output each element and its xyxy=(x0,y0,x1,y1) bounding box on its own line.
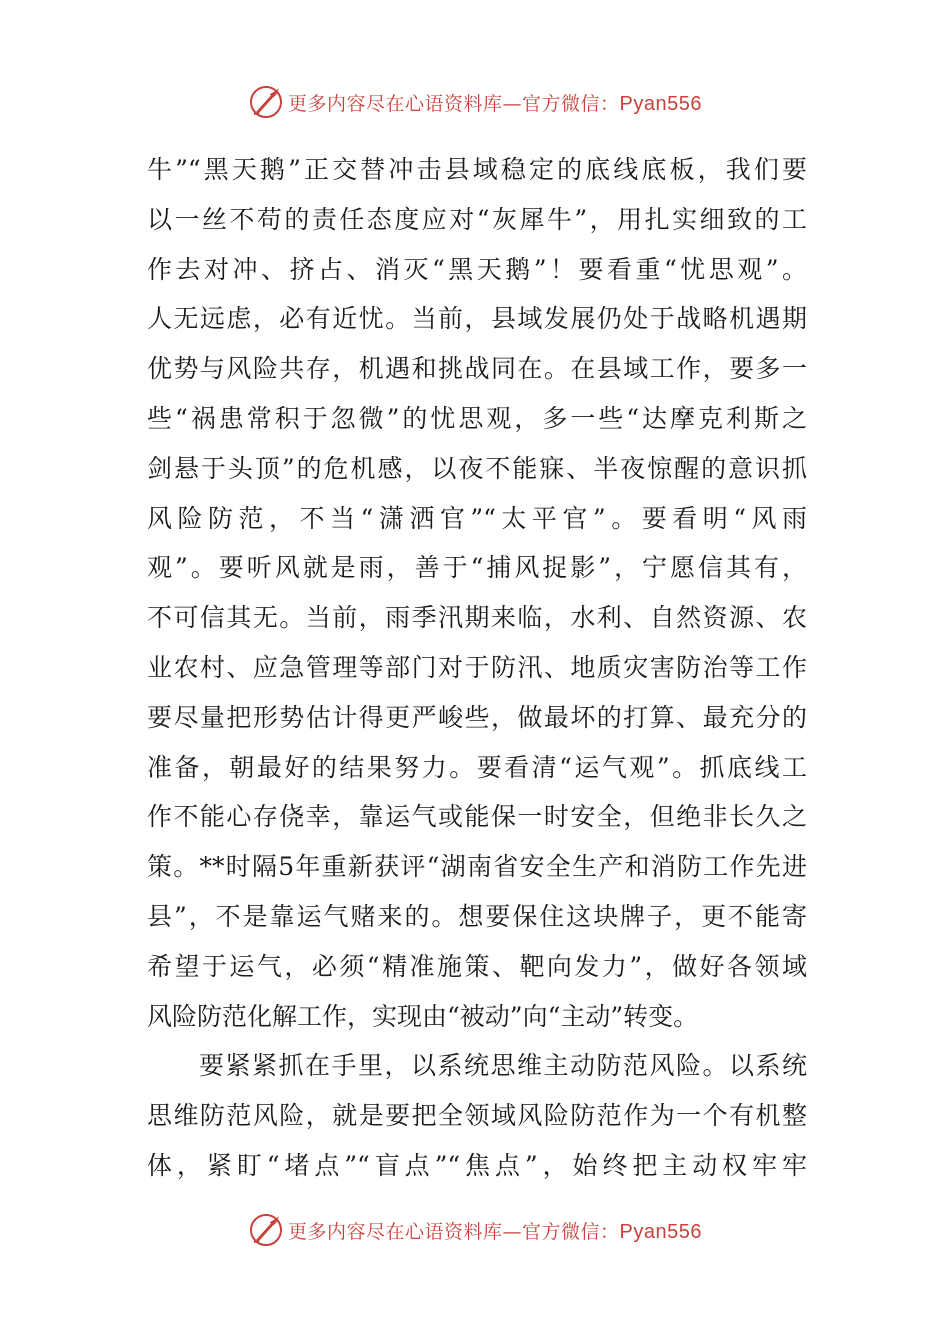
text-line: 准备，朝最好的结果努力。要看清“运气观”。抓底线工 xyxy=(147,752,807,782)
header-watermark xyxy=(0,82,950,122)
text-line: 观”。要听风就是雨，善于“捕风捉影”，宁愿信其有， xyxy=(147,553,807,583)
text-line: 风险防范化解工作，实现由“被动”向“主动”转变。 xyxy=(147,1001,699,1031)
header-watermark-text xyxy=(288,89,702,116)
footer-watermark-label: 更多内容尽在心语资料库—官方微信： xyxy=(288,1220,620,1243)
header-watermark-handle: Pyan556 xyxy=(619,92,702,115)
header-watermark-label: 更多内容尽在心语资料库—官方微信： xyxy=(288,92,620,115)
text-line: 要紧紧抓在手里，以系统思维主动防范风险。以系统 xyxy=(199,1051,807,1081)
text-line: 县”，不是靠运气赌来的。想要保住这块牌子，更不能寄 xyxy=(147,901,807,931)
text-line: 些“祸患常积于忽微”的忧思观，多一些“达摩克利斯之 xyxy=(147,403,807,433)
text-line: 体，紧盯“堵点”“盲点”“焦点”，始终把主动权牢牢 xyxy=(147,1150,807,1180)
text-line: 策。**时隔5年重新获评“湖南省安全生产和消防工作先进 xyxy=(147,852,807,882)
footer-watermark-handle: Pyan556 xyxy=(619,1220,702,1243)
document-body xyxy=(147,145,807,1191)
text-line: 以一丝不苟的责任态度应对“灰犀牛”，用扎实细致的工 xyxy=(147,204,807,234)
text-line: 不可信其无。当前，雨季汛期来临，水利、自然资源、农 xyxy=(147,603,807,633)
text-line: 人无远虑，必有近忧。当前，县域发展仍处于战略机遇期 xyxy=(147,304,807,334)
text-line: 思维防范风险，就是要把全领域风险防范作为一个有机整 xyxy=(147,1101,807,1131)
text-line: 希望于运气，必须“精准施策、靶向发力”，做好各领域 xyxy=(147,951,807,981)
quill-logo-icon xyxy=(248,84,284,120)
text-line: 作去对冲、挤占、消灭“黑天鹅”！要看重“忧思观”。 xyxy=(147,254,807,284)
footer-watermark-text xyxy=(288,1217,702,1244)
text-line: 要尽量把形势估计得更严峻些，做最坏的打算、最充分的 xyxy=(147,702,807,732)
text-line: 作不能心存侥幸，靠运气或能保一时安全，但绝非长久之 xyxy=(147,802,807,832)
quill-logo-icon xyxy=(248,1212,284,1248)
text-line: 牛”“黑天鹅”正交替冲击县域稳定的底线底板，我们要 xyxy=(147,155,807,184)
text-line: 剑悬于头顶”的危机感，以夜不能寐、半夜惊醒的意识抓 xyxy=(147,453,807,483)
text-line: 优势与风险共存，机遇和挑战同在。在县域工作，要多一 xyxy=(147,354,807,384)
text-line: 业农村、应急管理等部门对于防汛、地质灾害防治等工作 xyxy=(147,652,807,682)
text-line: 风险防范，不当“潇洒官”“太平官”。要看明“风雨 xyxy=(147,503,807,533)
footer-watermark xyxy=(0,1210,950,1250)
